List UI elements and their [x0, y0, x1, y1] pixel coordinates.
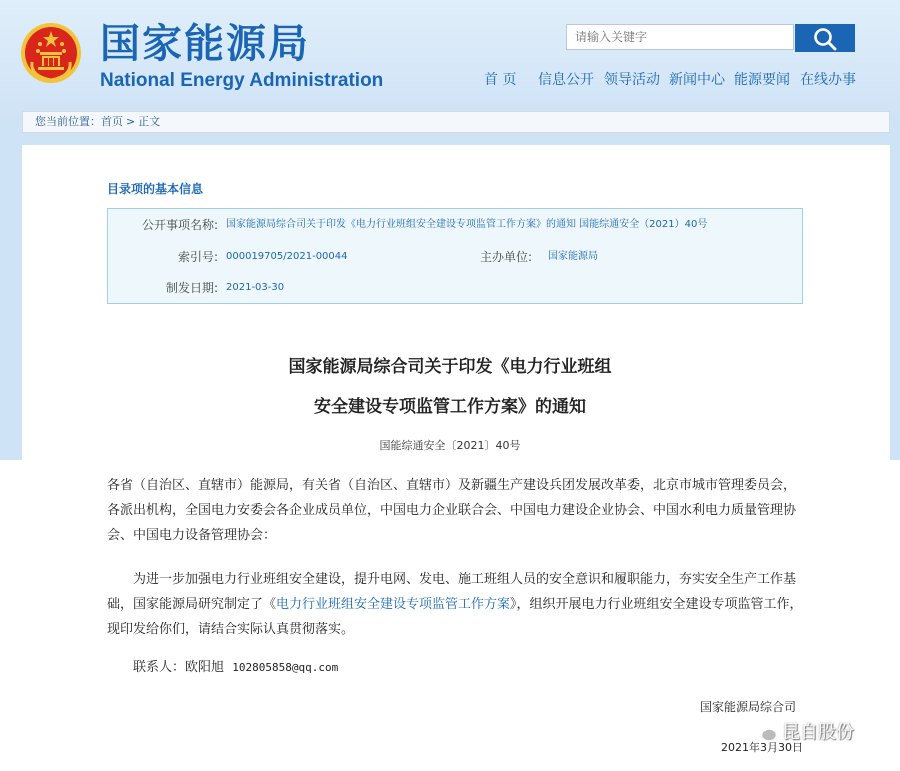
- contact-label: 联系人：欧阳旭: [133, 660, 225, 675]
- catalog-org-value: 国家能源局: [548, 251, 598, 262]
- breadcrumb-prefix: 您当前位置：: [35, 115, 101, 128]
- breadcrumb-current: 正文: [138, 115, 161, 128]
- document-sign-date: 2021年3月30日: [721, 741, 803, 754]
- document-title-line2: 安全建设专项监管工作方案》的通知: [314, 397, 586, 417]
- catalog-org-label: 主办单位:: [479, 250, 532, 264]
- document-body-text-after: 》，组织开展电力行业班组安全建设专项监管工作，现印发给你们，请结合实际认真贯彻落实。: [107, 597, 803, 637]
- document-recipients: 各省（自治区、直辖市）能源局，有关省（自治区、直辖市）及新疆生产建设兵团发展改革委，北京市城市管理委员会，各派出机构，全国电力安委会各企业成员单位，中国电力企业联合会、中国电力建设企业协会、中国水利电力质量管理协会、中国电力设备管理协会：: [107, 478, 797, 543]
- search-button[interactable]: [795, 24, 855, 52]
- catalog-name-label: 公开事项名称:: [141, 218, 218, 232]
- document-body-text-before: 为进一步加强电力行业班组安全建设，提升电网、发电、施工班组人员的安全意识和履职能力，夯实安全生产工作基础，国家能源局研究制定了《: [107, 572, 797, 612]
- nav-home[interactable]: 首 页: [484, 72, 517, 88]
- nav-online-services[interactable]: 在线办事: [800, 72, 856, 88]
- catalog-info-box: [107, 208, 803, 304]
- catalog-date-value: 2021-03-30: [226, 282, 285, 293]
- document-number: 国能综通安全〔2021〕40号: [379, 439, 521, 452]
- catalog-index-value: 000019705/2021-00044: [226, 251, 348, 262]
- document-signer: 国家能源局综合司: [700, 700, 797, 714]
- breadcrumb-home-link[interactable]: 首页: [101, 115, 123, 128]
- nav-leadership[interactable]: 领导活动: [604, 72, 660, 88]
- nav-energy-news[interactable]: 能源要闻: [734, 72, 790, 88]
- contact-email: 102805858@qq.com: [232, 661, 339, 674]
- breadcrumb-separator: >: [126, 115, 136, 128]
- document-body: [107, 567, 807, 642]
- document-title-line1: 国家能源局综合司关于印发《电力行业班组: [288, 357, 612, 377]
- nav-news-center[interactable]: 新闻中心: [669, 72, 725, 88]
- watermark: [752, 718, 854, 748]
- catalog-date-label: 制发日期:: [165, 281, 218, 295]
- search-input[interactable]: [566, 24, 794, 50]
- breadcrumb: [22, 111, 890, 133]
- catalog-name-value: 国家能源局综合司关于印发《电力行业班组安全建设专项监管工作方案》的通知 国能综通安全（2021）40号: [226, 219, 708, 230]
- search-icon: [812, 26, 838, 52]
- nav-info-disclosure[interactable]: 信息公开: [538, 72, 594, 88]
- catalog-index-label: 索引号:: [177, 250, 218, 264]
- document-attachment-link[interactable]: 电力行业班组安全建设专项监管工作方案: [276, 597, 511, 612]
- document-contact: [133, 657, 338, 679]
- wechat-icon: [752, 722, 778, 744]
- site-title-en[interactable]: National Energy Administration: [100, 70, 384, 91]
- national-emblem-icon: [20, 22, 82, 84]
- site-title-cn[interactable]: 国家能源局: [100, 21, 310, 67]
- watermark-text: 昆自股份: [782, 722, 854, 743]
- catalog-section-title: 目录项的基本信息: [107, 182, 204, 196]
